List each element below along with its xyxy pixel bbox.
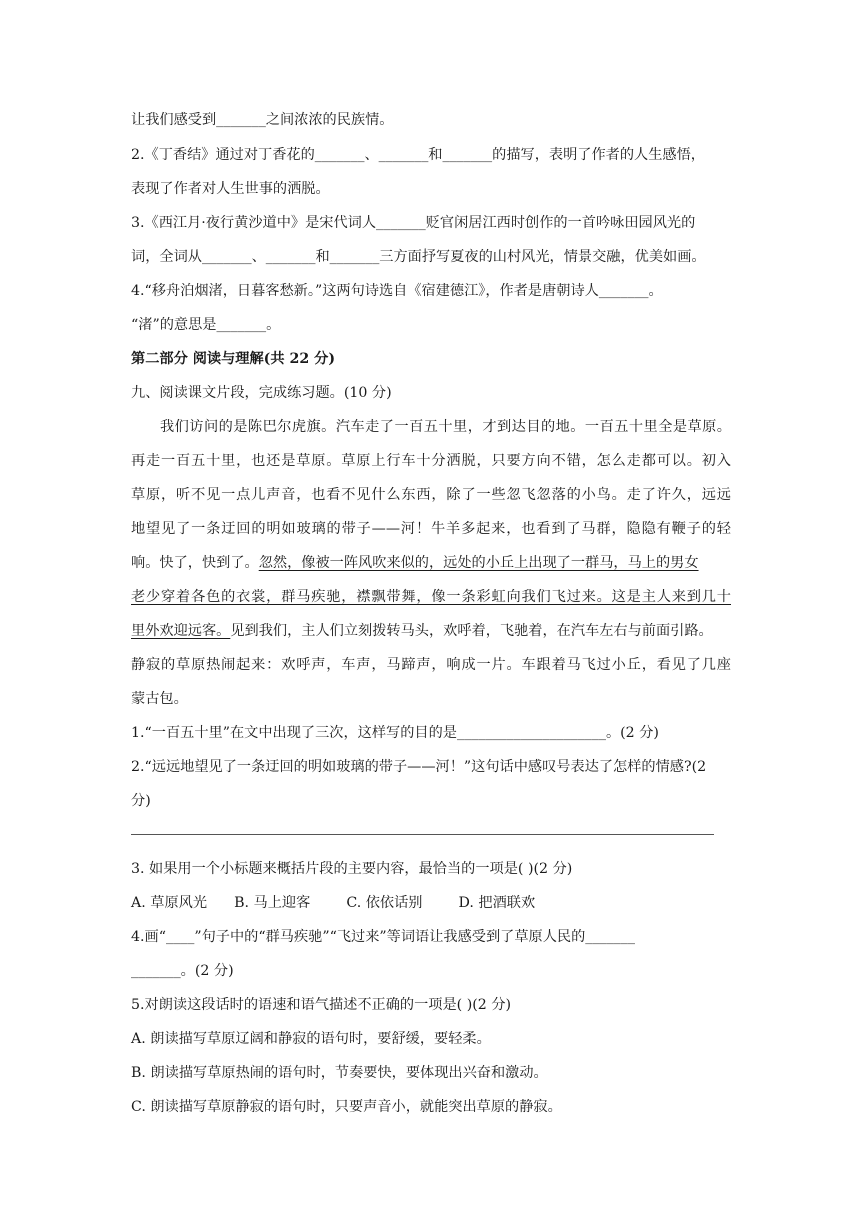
text-line: 分) bbox=[131, 793, 151, 809]
section-heading: 第二部分 阅读与理解(共 22 分) bbox=[131, 351, 336, 367]
option-b: B. 朗读描写草原热闹的语句时，节奏要快，要体现出兴奋和激动。 bbox=[131, 1065, 548, 1081]
passage-line: 草原，听不见一点儿声音，也看不见什么东西，除了一些忽飞忽落的小鸟。走了许久，远远 bbox=[131, 487, 731, 503]
question-sujiandejiang: 4.“移舟泊烟渚，日暮客愁新。”这两句诗选自《宿建德江》，作者是唐朝诗人_______。 bbox=[131, 283, 663, 299]
text-line: 让我们感受到_______之间浓浓的民族情。 bbox=[131, 112, 394, 128]
underlined-sentence: 老少穿着各色的衣裳，群马疾驰，襟飘带舞，像一条彩虹向我们飞过来。这是主人来到几十 bbox=[131, 589, 731, 605]
passage-text: 响。快了，快到了。 bbox=[131, 555, 259, 571]
text-line: 表现了作者对人生世事的洒脱。 bbox=[131, 181, 330, 197]
underlined-sentence: 忽然，像被一阵风吹来似的，远处的小丘上出现了一群马，马上的男女 bbox=[258, 555, 699, 571]
question-dingxiangjie: 2.《丁香结》通过对丁香花的_______、_______和_______的描写，表明了作者的人生感悟， bbox=[131, 147, 705, 163]
underlined-sentence: 里外欢迎远客。 bbox=[131, 623, 231, 639]
text-line: 词，全词从_______、_______和_______三方面抒写夏夜的山村风光，情景交融，优美如画。 bbox=[131, 249, 706, 265]
answer-line bbox=[131, 834, 714, 835]
passage-line: 静寂的草原热闹起来：欢呼声，车声，马蹄声，响成一片。车跟着马飞过小丘，看见了几座 bbox=[131, 657, 731, 673]
passage-line: 蒙古包。 bbox=[131, 691, 188, 707]
passage-line bbox=[131, 553, 699, 573]
passage-text: 见到我们，主人们立刻拨转马头，欢呼着，飞驰着，在汽车左右与前面引路。 bbox=[230, 623, 713, 639]
passage-line: 地望见了一条迂回的明如玻璃的带子——河！牛羊多起来，也看到了马群，隐隐有鞭子的轻 bbox=[131, 521, 731, 537]
option-a: A. 朗读描写草原辽阔和静寂的语句时，要舒缓，要轻柔。 bbox=[131, 1031, 491, 1047]
passage-line bbox=[131, 621, 713, 641]
text-line: “渚”的意思是_______。 bbox=[131, 317, 281, 333]
question-4: 4.画“____”句子中的“群马疾驰”“飞过来”等词语让我感受到了草原人民的_______ bbox=[131, 929, 635, 945]
question-3: 3. 如果用一个小标题来概括片段的主要内容，最恰当的一项是( )(2 分) bbox=[131, 861, 573, 877]
question-1: 1.“一百五十里”在文中出现了三次，这样写的目的是_____________________。(2 分) bbox=[131, 725, 659, 741]
question-3-options: A. 草原风光 B. 马上迎客 C. 依依话别 D. 把酒联欢 bbox=[131, 895, 536, 911]
question-heading: 九、阅读课文片段，完成练习题。(10 分) bbox=[131, 385, 392, 401]
option-c: C. 朗读描写草原静寂的语句时，只要声音小，就能突出草原的静寂。 bbox=[131, 1099, 562, 1115]
question-xijiangyue: 3.《西江月·夜行黄沙道中》是宋代词人_______贬官闲居江西时创作的一首吟咏田园风光的 bbox=[131, 215, 696, 231]
question-5: 5.对朗读这段话时的语速和语气描述不正确的一项是( )(2 分) bbox=[131, 997, 512, 1013]
passage-line: 再走一百五十里，也还是草原。草原上行车十分洒脱，只要方向不错，怎么走都可以。初入 bbox=[131, 453, 731, 469]
question-2: 2.“远远地望见了一条迂回的明如玻璃的带子——河！”这句话中感叹号表达了怎样的情感?(2 bbox=[131, 759, 707, 775]
passage-line: 我们访问的是陈巴尔虎旗。汽车走了一百五十里，才到达目的地。一百五十里全是草原。 bbox=[160, 419, 731, 435]
text-line: _______。(2 分) bbox=[131, 963, 234, 979]
